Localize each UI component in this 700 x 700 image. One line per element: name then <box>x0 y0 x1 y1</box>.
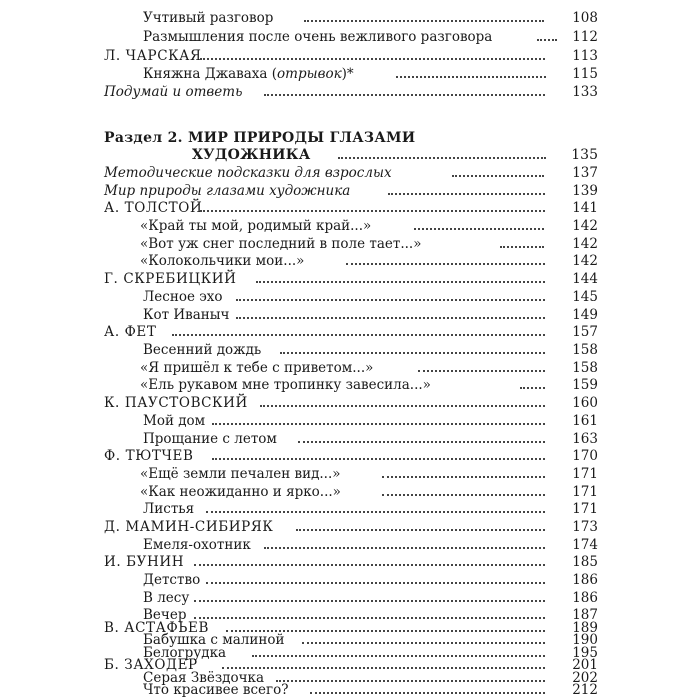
dot-leader <box>280 352 545 354</box>
dot-leader <box>304 20 544 22</box>
author-name: А. ТОЛСТОЙ <box>104 200 203 216</box>
page-number: 187 <box>572 607 598 623</box>
dot-leader <box>172 334 545 336</box>
page-number: 137 <box>572 165 598 181</box>
dot-leader <box>396 76 546 78</box>
section-heading-cont <box>0 145 700 165</box>
page-number: 212 <box>572 682 598 698</box>
entry-title: Что красивее всего? <box>143 682 289 698</box>
page-number: 174 <box>572 537 598 553</box>
page-number: 133 <box>572 84 598 100</box>
dot-leader <box>194 564 545 566</box>
toc-author-entry <box>0 46 700 66</box>
toc-author-entry <box>0 269 700 289</box>
author-name: Ф. ТЮТЧЕВ <box>104 448 194 464</box>
dot-leader <box>194 600 545 602</box>
entry-title: Белогрудка <box>143 644 227 661</box>
toc-author-entry <box>0 322 700 342</box>
author-name: А. ФЕТ <box>104 324 157 340</box>
dot-leader <box>200 210 545 212</box>
author-name: В. АСТАФЬЕВ <box>104 619 209 636</box>
toc-entry <box>0 680 700 700</box>
entry-title: «Ель рукавом мне тропинку завесила...» <box>140 377 431 393</box>
toc-entry <box>0 375 700 395</box>
dot-leader <box>212 423 545 425</box>
entry-title: «Ещё земли печален вид...» <box>140 466 341 482</box>
toc-author-entry <box>0 198 700 218</box>
entry-title: «Колокольчики мои...» <box>140 253 305 269</box>
dot-leader <box>338 157 546 159</box>
page-number: 160 <box>572 395 598 411</box>
entry-title: Серая Звёздочка <box>143 669 265 686</box>
dot-leader <box>206 582 545 584</box>
dot-leader <box>264 547 545 549</box>
toc-entry <box>0 82 700 102</box>
dot-leader <box>296 529 545 531</box>
toc-entry <box>0 8 700 28</box>
entry-title: Мой дом <box>143 413 206 429</box>
dot-leader <box>388 193 545 195</box>
page-number: 149 <box>572 307 598 323</box>
entry-title: «Как неожиданно и ярко...» <box>140 484 341 500</box>
page-number: 144 <box>572 271 598 287</box>
page-number: 108 <box>572 10 598 26</box>
entry-title: Емеля-охотник <box>143 537 251 553</box>
dot-leader <box>264 94 545 96</box>
page-number: 171 <box>572 484 598 500</box>
page-number: 113 <box>572 48 598 64</box>
page-number: 141 <box>572 200 598 216</box>
dot-leader <box>236 299 545 301</box>
dot-leader <box>206 511 545 513</box>
dot-leader <box>310 692 545 694</box>
author-name: Д. МАМИН-СИБИРЯК <box>104 519 274 535</box>
author-name: И. БУНИН <box>104 554 185 570</box>
entry-title: Учтивый разговор <box>143 10 274 26</box>
page-number: 159 <box>572 377 598 393</box>
page-number: 112 <box>572 29 598 45</box>
toc-entry <box>0 340 700 360</box>
dot-leader <box>382 476 545 478</box>
dot-leader <box>414 228 544 230</box>
entry-title: Прощание с летом <box>143 431 277 447</box>
page-number: 115 <box>572 66 598 82</box>
toc-entry <box>0 163 700 183</box>
entry-title: «Край ты мой, родимый край...» <box>140 218 372 234</box>
author-name: К. ПАУСТОВСКИЙ <box>104 395 248 411</box>
toc-author-entry <box>0 393 700 413</box>
toc-entry <box>0 287 700 307</box>
page-number: 195 <box>572 644 598 661</box>
entry-title: В лесу <box>143 590 190 606</box>
entry-title: Мир природы глазами художника <box>104 183 351 199</box>
page-number: 139 <box>572 183 598 199</box>
page-number: 189 <box>572 619 598 636</box>
toc-entry <box>0 411 700 431</box>
section-title: Раздел 2. МИР ПРИРОДЫ ГЛАЗАМИ <box>104 130 416 146</box>
author-name: Г. СКРЕБИЦКИЙ <box>104 271 237 287</box>
page-number: 142 <box>572 253 598 269</box>
page-number: 170 <box>572 448 598 464</box>
entry-title: Лесное эхо <box>143 289 223 305</box>
page-number: 158 <box>572 342 598 358</box>
author-name: Б. ЗАХОДЕР <box>104 657 198 673</box>
toc-entry <box>0 499 700 519</box>
page-number: 186 <box>572 590 598 606</box>
toc-author-entry <box>0 552 700 572</box>
page-number: 135 <box>571 147 598 163</box>
page-number: 163 <box>572 431 598 447</box>
entry-title: Вечер <box>143 607 187 623</box>
entry-title-tail: )* <box>341 66 354 82</box>
dot-leader <box>260 405 545 407</box>
page-number: 158 <box>572 360 598 376</box>
entry-title <box>143 66 354 82</box>
dot-leader <box>346 263 545 265</box>
page-number: 201 <box>572 657 598 673</box>
dot-leader <box>200 58 545 60</box>
entry-title: Методические подсказки для взрослых <box>104 165 392 181</box>
entry-title-note: отрывок <box>277 66 342 82</box>
entry-title: Весенний дождь <box>143 342 262 358</box>
page-number: 142 <box>572 236 598 252</box>
entry-title: Подумай и ответь <box>104 84 243 100</box>
entry-title: Размышления после очень вежливого разговора <box>143 29 493 45</box>
dot-leader <box>382 494 545 496</box>
dot-leader <box>500 246 544 248</box>
entry-title: Листья <box>143 501 195 517</box>
dot-leader <box>256 281 545 283</box>
entry-title: «Вот уж снег последний в поле тает...» <box>140 236 422 252</box>
entry-title: Детство <box>143 572 201 588</box>
page-number: 185 <box>572 554 598 570</box>
page-number: 142 <box>572 218 598 234</box>
dot-leader <box>418 370 545 372</box>
entry-title: Кот Иваныч <box>143 307 230 323</box>
dot-leader <box>537 39 557 41</box>
toc-entry <box>0 64 700 84</box>
page-number: 157 <box>572 324 598 340</box>
section-title-cont: ХУДОЖНИКА <box>192 147 311 163</box>
dot-leader <box>298 441 545 443</box>
entry-title: Бабушка с малиной <box>143 632 285 648</box>
author-name: Л. ЧАРСКАЯ <box>104 48 202 64</box>
page-number: 173 <box>572 519 598 535</box>
page-number: 161 <box>572 413 598 429</box>
page-number: 202 <box>572 669 598 686</box>
toc-entry <box>0 570 700 590</box>
entry-title-main: Княжна Джаваха ( <box>143 66 278 82</box>
dot-leader <box>212 458 545 460</box>
toc-entry <box>0 216 700 236</box>
page-number: 171 <box>572 466 598 482</box>
page-number: 171 <box>572 501 598 517</box>
page-number: 190 <box>572 632 598 648</box>
page-number: 145 <box>572 289 598 305</box>
dot-leader <box>520 387 545 389</box>
dot-leader <box>236 317 545 319</box>
toc-entry <box>0 27 700 47</box>
toc-author-entry <box>0 446 700 466</box>
toc-entry <box>0 464 700 484</box>
entry-title: «Я пришёл к тебе с приветом...» <box>140 360 374 376</box>
page-number: 186 <box>572 572 598 588</box>
dot-leader <box>452 175 544 177</box>
toc-entry <box>0 251 700 271</box>
toc-author-entry <box>0 517 700 537</box>
